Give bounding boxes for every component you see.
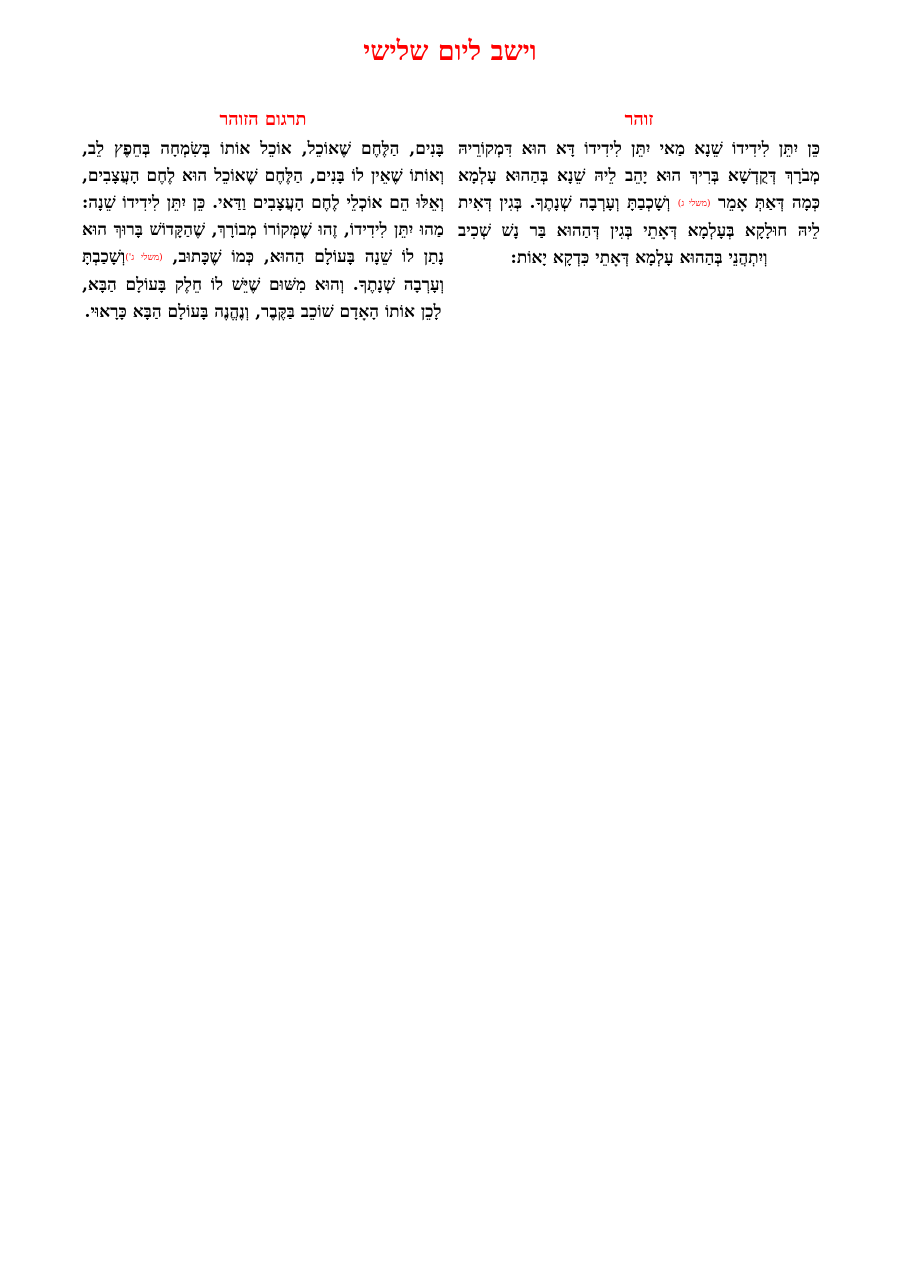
zohar-column — [458, 106, 820, 272]
zohar-text-part-2: וְשָׁכְבַתָּ וְעָרְבָה שְׁנָתֶךָ. בְּגִין דְּאִית לֵיהּ חוּלָקָא בְּעָלְמָא דְּאָתֵי בְּגִין דְּהַהוּא בַּר נָשׁ שְׁכִיב וְיִתְהֲנֵי בְּהַהוּא עָלְמָא דְּאָתֵי כִּדְקָא יָאוֹת: — [458, 193, 820, 268]
zohar-verse-reference: (משלי ג) — [677, 199, 711, 209]
targum-text-part-1: בָּנִים, הַלֶּחֶם שֶׁאוֹכֵל, אוֹכֵל אוֹתוֹ בְּשִׂמְחָה בְּחֵפֶץ לֵב, וְאוֹתוֹ שֶׁאֵין לוֹ בָּנִים, הַלֶּחֶם שֶׁאוֹכֵל הוּא לֶחֶם הָעֲצָבִים, וְאֵלּוּ הֵם אוֹכְלֵי לֶחֶם הָעֲצָבִים וַדַּאי. כֵּן יִתֵּן לִידִידוֹ שֵׁנָה: מַהוּ יִתֵּן לִידִידוֹ, זֶהוּ שֶׁמְּקוֹרוֹ מְבוֹרָךְ, שֶׁהַקָּדוֹשׁ בָּרוּךְ הוּא נָתַן לוֹ שֵׁנָה בָּעוֹלָם הַהוּא, כְּמוֹ שֶׁכָּתוּב, — [82, 139, 445, 267]
zohar-text — [458, 136, 820, 272]
targum-title: תרגום הזוהר — [219, 109, 307, 130]
targum-verse-reference: (משלי ג') — [125, 253, 163, 263]
targum-text-part-2: וְשָׁכַבְתָּ וְעָרְבָה שְׁנָתֶךָ. וְהוּא מִשּׁוּם שֶׁיֵּשׁ לוֹ חֵלֶק בָּעוֹלָם הַבָּא, לָכֵן אוֹתוֹ הָאָדָם שׁוֹכֵב בַּקֶּבֶר, וְנֶהֱנֶה בָּעוֹלָם הַבָּא כָּרָאוּי. — [82, 247, 444, 322]
targum-column — [82, 106, 444, 326]
targum-text — [82, 136, 444, 326]
zohar-text-part-1: כֵּן יִתֵּן לִידִידוֹ שֵׁנָא מַאי יִתֵּן לִידִידוֹ דָּא הוּא דִּמְקוֹרֵיהּ מְבֹרָךְ דְּקֻדְשָׁא בְּרִיךְ הוּא יָהֵב לֵיהּ שֵׁנָא בְּהַהוּא עָלְמָא כְּמָה דְּאַתְּ אָמֵר — [458, 139, 821, 213]
zohar-title: זוהר — [624, 109, 654, 130]
page-title: וישב ליום שלישי — [363, 36, 537, 67]
